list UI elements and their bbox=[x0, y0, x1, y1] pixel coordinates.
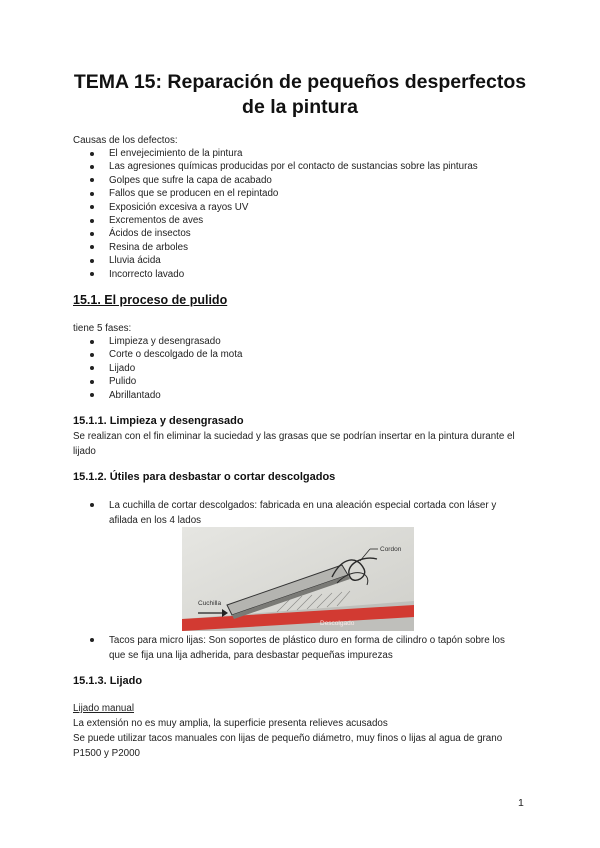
list-item: Ácidos de insectos bbox=[73, 227, 478, 240]
list-item: El envejecimiento de la pintura bbox=[73, 147, 478, 160]
phases-list bbox=[73, 335, 242, 402]
figure-label-cuchilla: Cuchilla bbox=[198, 600, 222, 607]
list-item: Las agresiones químicas producidas por el contacto de sustancias sobre las pinturas bbox=[73, 160, 478, 173]
section-heading-1-1: 15.1.1. Limpieza y desengrasado bbox=[73, 415, 244, 427]
list-item: Fallos que se producen en el repintado bbox=[73, 187, 478, 200]
list-item: Golpes que sufre la capa de acabado bbox=[73, 174, 478, 187]
page-title: TEMA 15: Reparación de pequeños desperfectos de la pintura bbox=[73, 71, 527, 118]
causes-list bbox=[73, 147, 478, 281]
list-item: La cuchilla de cortar descolgados: fabricada en una aleación especial cortada con láser y afilada en los 4 lados bbox=[73, 498, 513, 528]
list-item: Lluvia ácida bbox=[73, 254, 478, 267]
tools-list-b bbox=[73, 633, 523, 663]
lijado-line-1: La extensión no es muy amplia, la superficie presenta relieves acusados bbox=[73, 718, 388, 729]
section-heading-1: 15.1. El proceso de pulido bbox=[73, 293, 228, 307]
list-item: Limpieza y desengrasado bbox=[73, 335, 242, 348]
list-item: Corte o descolgado de la mota bbox=[73, 348, 242, 361]
section-1-intro: tiene 5 fases: bbox=[73, 323, 132, 334]
figure-label-cordon: Cordon bbox=[380, 546, 402, 553]
blade-cutting-figure bbox=[182, 527, 414, 631]
section-1-1-text: Se realizan con el fin eliminar la suciedad y las grasas que se podrían insertar en la pintura durante el lijado bbox=[73, 431, 515, 457]
lijado-line-2: Se puede utilizar tacos manuales con lijas de pequeño diámetro, muy finos o lijas al agua de grano P1500 y P2000 bbox=[73, 733, 503, 759]
list-item: Excrementos de aves bbox=[73, 214, 478, 227]
list-item: Incorrecto lavado bbox=[73, 268, 478, 281]
section-heading-1-3: 15.1.3. Lijado bbox=[73, 675, 143, 687]
section-heading-1-2: 15.1.2. Útiles para desbastar o cortar descolgados bbox=[73, 471, 336, 483]
list-item: Tacos para micro lijas: Son soportes de plástico duro en forma de cilindro o tapón sobre los que se fija una lija adherida, para desbastar pequeñas impurezas bbox=[73, 633, 523, 663]
page-number: 1 bbox=[518, 797, 524, 809]
list-item: Resina de arboles bbox=[73, 241, 478, 254]
list-item: Abrillantado bbox=[73, 389, 242, 402]
list-item: Exposición excesiva a rayos UV bbox=[73, 201, 478, 214]
subheading-lijado-manual: Lijado manual bbox=[73, 703, 135, 714]
figure-label-descolgado: Descolgado bbox=[320, 620, 355, 627]
tools-list-a bbox=[73, 498, 513, 528]
list-item: Lijado bbox=[73, 362, 242, 375]
list-item: Pulido bbox=[73, 375, 242, 388]
causes-intro: Causas de los defectos: bbox=[73, 135, 178, 146]
